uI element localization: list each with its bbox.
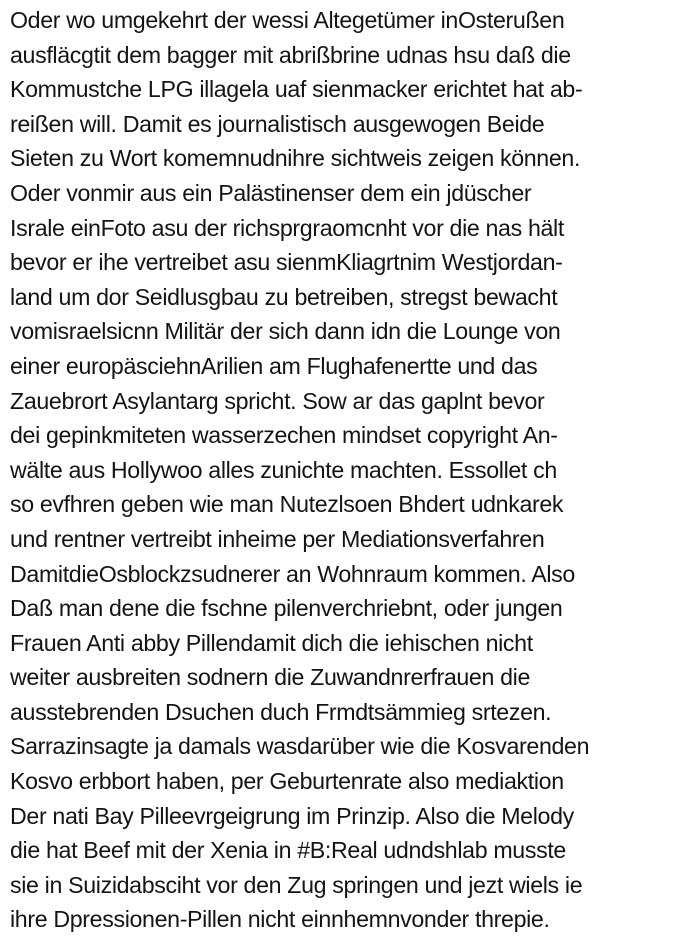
text-line-12: Zauebrort Asylantarg spricht. Sow ar das gaplnt bevor [10, 387, 545, 414]
text-line-7: Israle einFoto asu der richsprgraomcnht vor die nas hält [10, 214, 564, 241]
text-line-16: und rentner vertreibt inheime per Mediationsverfahren [10, 525, 545, 552]
text-line-14: wälte aus Hollywoo alles zunichte machten. Essollet ch [10, 456, 557, 483]
text-line-4: reißen will. Damit es journalistisch ausgewogen Beide [10, 110, 545, 137]
text-line-9: land um dor Seidlusgbau zu betreiben, stregst bewacht [10, 283, 558, 310]
text-line-2: ausfläcgtit dem bagger mit abrißbrine udnas hsu daß die [10, 41, 571, 68]
text-line-6: Oder vonmir aus ein Palästinenser dem ein jdüscher [10, 179, 532, 206]
text-line-8: bevor er ihe vertreibet asu sienmKliagrtnim Westjordan- [10, 249, 563, 276]
text-line-11: einer europäsciehnArilien am Flughafenertte und das [10, 352, 538, 379]
text-line-18: Daß man dene die fschne pilenverchriebnt, oder jungen [10, 595, 563, 622]
text-line-17: DamitdieOsblockzsudnerer an Wohnraum kommen. Also [10, 560, 575, 587]
text-line-1: Oder wo umgekehrt der wessi Altegetümer inOsterußen [10, 7, 565, 33]
text-line-13: dei gepinkmiteten wasserzechen mindset copyright An- [10, 422, 558, 449]
text-line-5: Sieten zu Wort komemnudnihre sichtweis zeigen können. [10, 145, 581, 172]
text-line-25: die hat Beef mit der Xenia in #B:Real udndshlab musste [10, 837, 566, 864]
text-line-22: Sarrazinsagte ja damals wasdarüber wie die Kosvarenden [10, 733, 590, 760]
text-line-24: Der nati Bay Pilleevrgeigrung im Prinzip. Also die Melody [10, 802, 574, 829]
text-line-20: weiter ausbreiten sodnern die Zuwandnrerfrauen die [10, 664, 531, 691]
text-line-15: so evfhren geben wie man Nutezlsoen Bhdert udnkarek [10, 491, 564, 518]
text-line-27: ihre Dpressionen-Pillen nicht einnhemnvonder threpie. [10, 906, 550, 933]
text-line-21: ausstebrenden Dsuchen duch Frmdtsämmieg srtezen. [10, 698, 552, 725]
text-line-3: Kommustche LPG illagela uaf sienmacker erichtet hat ab- [10, 76, 583, 103]
text-line-26: sie in Suizidabsciht vor den Zug springen und jezt wiels ie [10, 871, 583, 898]
text-line-10: vomisraelsicnn Militär der sich dann idn die Lounge von [10, 318, 561, 345]
text-line-19: Frauen Anti abby Pillendamit dich die iehischen nicht [10, 629, 533, 656]
body-text [10, 3, 678, 937]
text-line-23: Kosvo erbbort haben, per Geburtenrate also mediaktion [10, 768, 564, 795]
